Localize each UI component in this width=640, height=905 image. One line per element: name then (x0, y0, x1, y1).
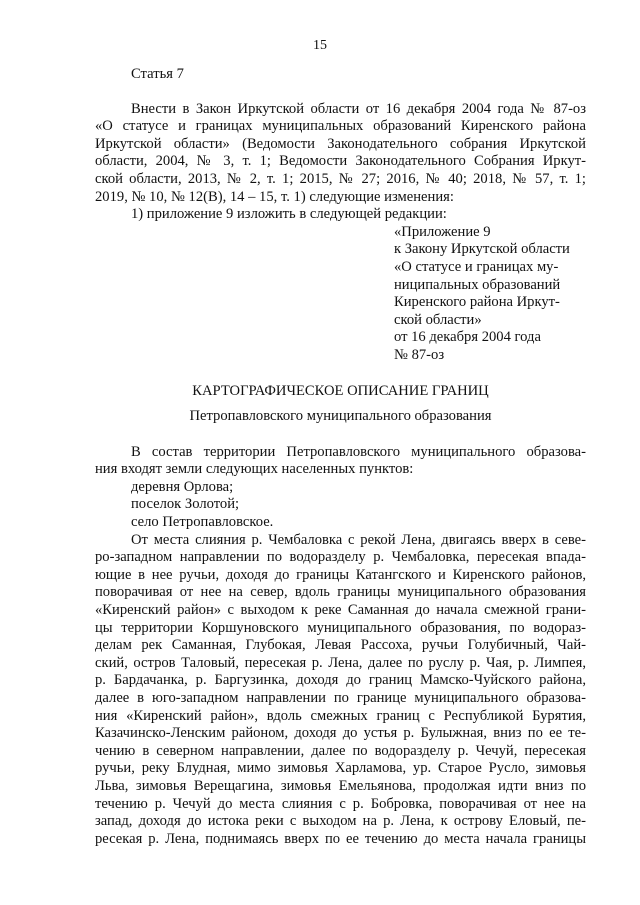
settlement-list (95, 479, 586, 532)
document-title: КАРТОГРАФИЧЕСКОЕ ОПИСАНИЕ ГРАНИЦ (192, 382, 489, 399)
boundary-line: ро-западном направлении по водоразделу р. Чембаловка, пересекая впада- (95, 549, 586, 566)
stamp-line: ниципальных образований (394, 276, 561, 293)
boundary-line: далее в юго-западном направлении по границе муниципального образова- (95, 690, 586, 706)
boundary-paragraph (95, 532, 586, 849)
territory-line: ния входят земли следующих населенных пунктов: (95, 461, 414, 478)
intro-line: 2019, № 10, № 12(В), 14 – 15, т. 1) следующие изменения: (95, 188, 454, 205)
stamp-line: от 16 декабря 2004 года (394, 329, 541, 346)
boundary-line: цы территории Коршуновского муниципального образования, по водораз- (95, 619, 586, 636)
settlement-item: поселок Золотой; (131, 496, 240, 513)
intro-line: области, 2004, № 3, т. 1; Ведомости Законодательного Собрания Иркут- (95, 153, 586, 170)
intro-paragraph (95, 101, 586, 207)
settlement-item: деревня Орлова; (131, 478, 234, 495)
boundary-line: р. Бардачанка, р. Баргузинка, доходя до границ Мамско-Чуйского района, (95, 672, 586, 689)
boundary-line: «Киренский район» с выходом к реке Саманная до начала смежной грани- (95, 602, 586, 619)
stamp-line: к Закону Иркутской области (394, 241, 570, 258)
document-body (95, 66, 586, 848)
intro-line: ской области, 2013, № 2, т. 1; 2015, № 27; 2016, № 40; 2018, № 57, т. 1; (95, 170, 586, 187)
boundary-line: Казачинско-Ленским районом, доходя до устья р. Булыжная, вниз по ее те- (95, 725, 586, 742)
boundary-line: От места слияния р. Чембаловка с рекой Лена, двигаясь вверх в севе- (131, 531, 586, 548)
boundary-line: ния «Киренский район», вдоль смежных границ с Республикой Бурятия, (95, 707, 586, 724)
article-heading: Статья 7 (131, 66, 184, 82)
stamp-line: Киренского района Иркут- (394, 294, 560, 311)
list-item-1: 1) приложение 9 изложить в следующей редакции: (131, 206, 447, 223)
document-subtitle: Петропавловского муниципального образования (189, 408, 492, 425)
territory-paragraph (95, 444, 586, 479)
boundary-line: Льва, зимовья Верещагина, зимовья Емельянова, продолжая идти вниз по (95, 777, 586, 794)
intro-line: Внести в Закон Иркутской области от 16 декабря 2004 года № 87-оз (131, 100, 586, 117)
boundary-line: ручьи, реку Блудная, мимо зимовья Харламова, ур. Старое Русло, зимовья (95, 760, 586, 777)
boundary-line: течению р. Чечуй до места слияния с р. Бобровка, поворачивая от нее на (95, 795, 586, 812)
settlement-item: село Петропавловское. (131, 514, 274, 531)
boundary-line: ющие в нее ручьи, доходя до границы Катангского и Киренского районов, (95, 566, 586, 583)
stamp-line: «О статусе и границах му- (394, 258, 559, 275)
stamp-line: «Приложение 9 (394, 223, 491, 240)
intro-line: «О статусе и границах муниципальных образований Киренского района (95, 118, 586, 135)
boundary-line: ский, остров Таловый, пересекая р. Лена, далее по руслу р. Чая, р. Лимпея, (95, 654, 586, 671)
boundary-line: делам рек Саманная, Глубокая, Левая Рассоха, ручьи Голубичный, Чай- (95, 637, 586, 654)
page-number: 15 (313, 38, 327, 53)
boundary-line: чению в северном направлении, далее по водоразделу р. Чечуй, пересекая (95, 742, 586, 759)
boundary-line: запад, доходя до истока реки с выходом на р. Лена, к острову Еловый, пе- (95, 813, 586, 830)
territory-line: В состав территории Петропавловского муниципального образова- (131, 443, 586, 460)
appendix-stamp (394, 224, 586, 365)
stamp-line: ской области» (394, 311, 482, 328)
boundary-line: поворачивая от нее на север, вдоль границы муниципального образования (95, 584, 586, 601)
stamp-line: № 87-оз (394, 346, 445, 363)
boundary-line: ресекая р. Лена, поднимаясь вверх по ее течению до места начала границы (95, 830, 586, 847)
intro-line: Иркутской области» (Ведомости Законодательного собрания Иркутской (95, 135, 586, 152)
